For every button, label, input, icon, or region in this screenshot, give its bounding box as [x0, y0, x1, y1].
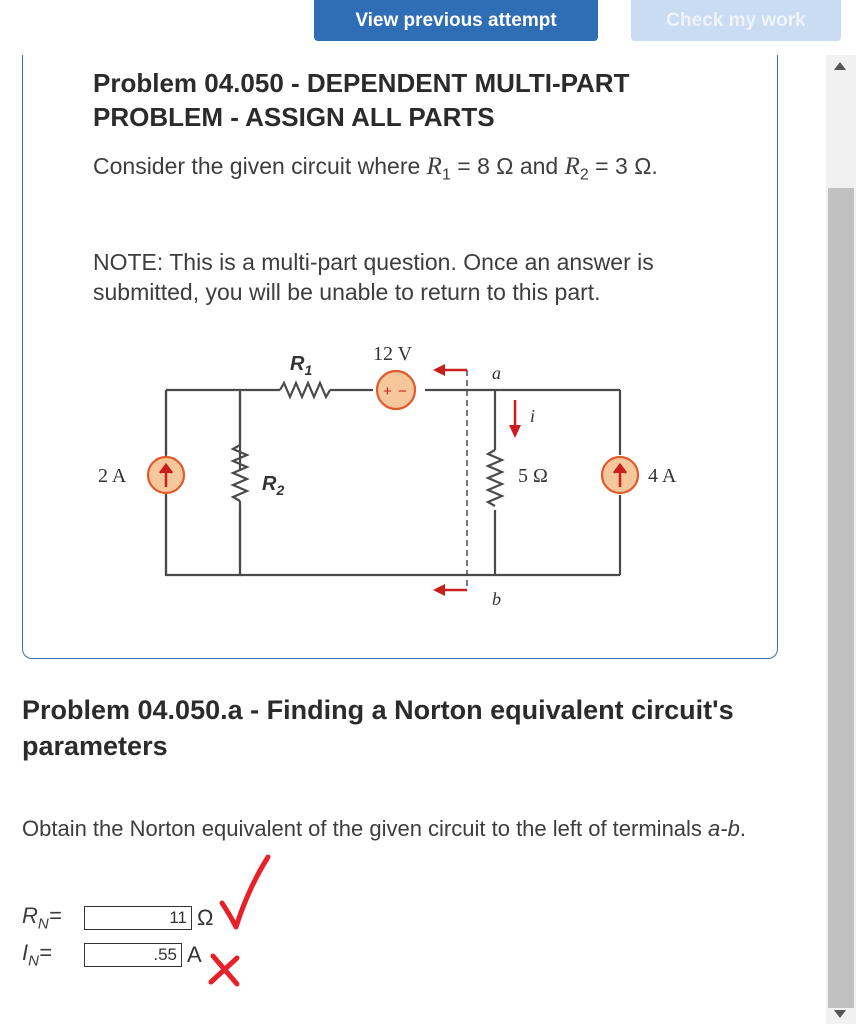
rn-label: [22, 903, 84, 932]
svg-text:R2: [262, 473, 284, 498]
r1-value: = 8 Ω and: [450, 153, 565, 179]
part-title: Problem 04.050.a - Finding a Norton equivalent circuit's parameters: [22, 695, 734, 761]
svg-text:R1: [290, 353, 312, 378]
prompt-terms: a-b: [708, 816, 740, 841]
rn-unit: Ω: [197, 905, 214, 930]
prompt-suffix: .: [739, 816, 746, 841]
circuit-r1-label: R: [290, 353, 305, 375]
r1-sub: 1: [441, 166, 451, 184]
problem-title: Problem 04.050 - DEPENDENT MULTI-PART PROBLEM - ASSIGN ALL PARTS: [93, 68, 630, 132]
answer-row-in: [22, 942, 202, 968]
problem-intro: [93, 150, 733, 192]
view-previous-attempt-button[interactable]: View previous attempt: [314, 0, 598, 41]
rn-input[interactable]: 11: [84, 906, 192, 930]
scroll-up-arrow-icon[interactable]: [834, 62, 846, 70]
rn-sub: N: [37, 915, 49, 933]
in-symbol: I: [22, 940, 29, 966]
circuit-5ohm-label: 5 Ω: [518, 465, 548, 487]
check-mark-icon: [218, 853, 273, 933]
circuit-r2-sub: 2: [276, 482, 285, 498]
circuit-4a-label: 4 A: [648, 465, 677, 487]
rn-eq: =: [48, 903, 62, 929]
circuit-terminal-a: a: [492, 363, 501, 383]
in-input[interactable]: .55: [84, 943, 182, 967]
rn-symbol: R: [22, 903, 38, 929]
circuit-plus: +: [383, 383, 392, 400]
cross-mark-icon: [205, 950, 245, 990]
circuit-r1-sub: 1: [304, 362, 313, 378]
r1-symbol: R: [426, 153, 442, 180]
r2-sub: 2: [579, 166, 589, 184]
check-my-work-button[interactable]: Check my work: [631, 0, 841, 41]
r2-symbol: R: [564, 153, 580, 180]
scroll-down-arrow-icon[interactable]: [834, 1010, 846, 1018]
circuit-minus: −: [398, 383, 407, 400]
in-unit: A: [187, 942, 202, 967]
circuit-terminal-b: b: [492, 589, 501, 609]
problem-note: NOTE: This is a multi-part question. Once an answer is submitted, you will be unable to return to this part.: [93, 249, 654, 305]
circuit-diagram: [90, 330, 690, 615]
circuit-12v-label: 12 V: [373, 343, 413, 365]
prompt-prefix: Obtain the Norton equivalent of the given circuit to the left of terminals: [22, 816, 709, 841]
circuit-2a-label: 2 A: [98, 465, 127, 487]
answer-row-rn: [22, 905, 213, 931]
circuit-r2-label: R: [262, 473, 277, 495]
in-label: [22, 940, 84, 969]
r2-value: = 3 Ω.: [588, 153, 658, 179]
circuit-current-i: i: [530, 406, 536, 426]
intro-prefix: Consider the given circuit where: [93, 153, 427, 179]
scrollbar-thumb[interactable]: [828, 188, 854, 1008]
in-sub: N: [28, 952, 39, 970]
part-prompt: [22, 815, 782, 843]
in-eq: =: [38, 940, 52, 966]
